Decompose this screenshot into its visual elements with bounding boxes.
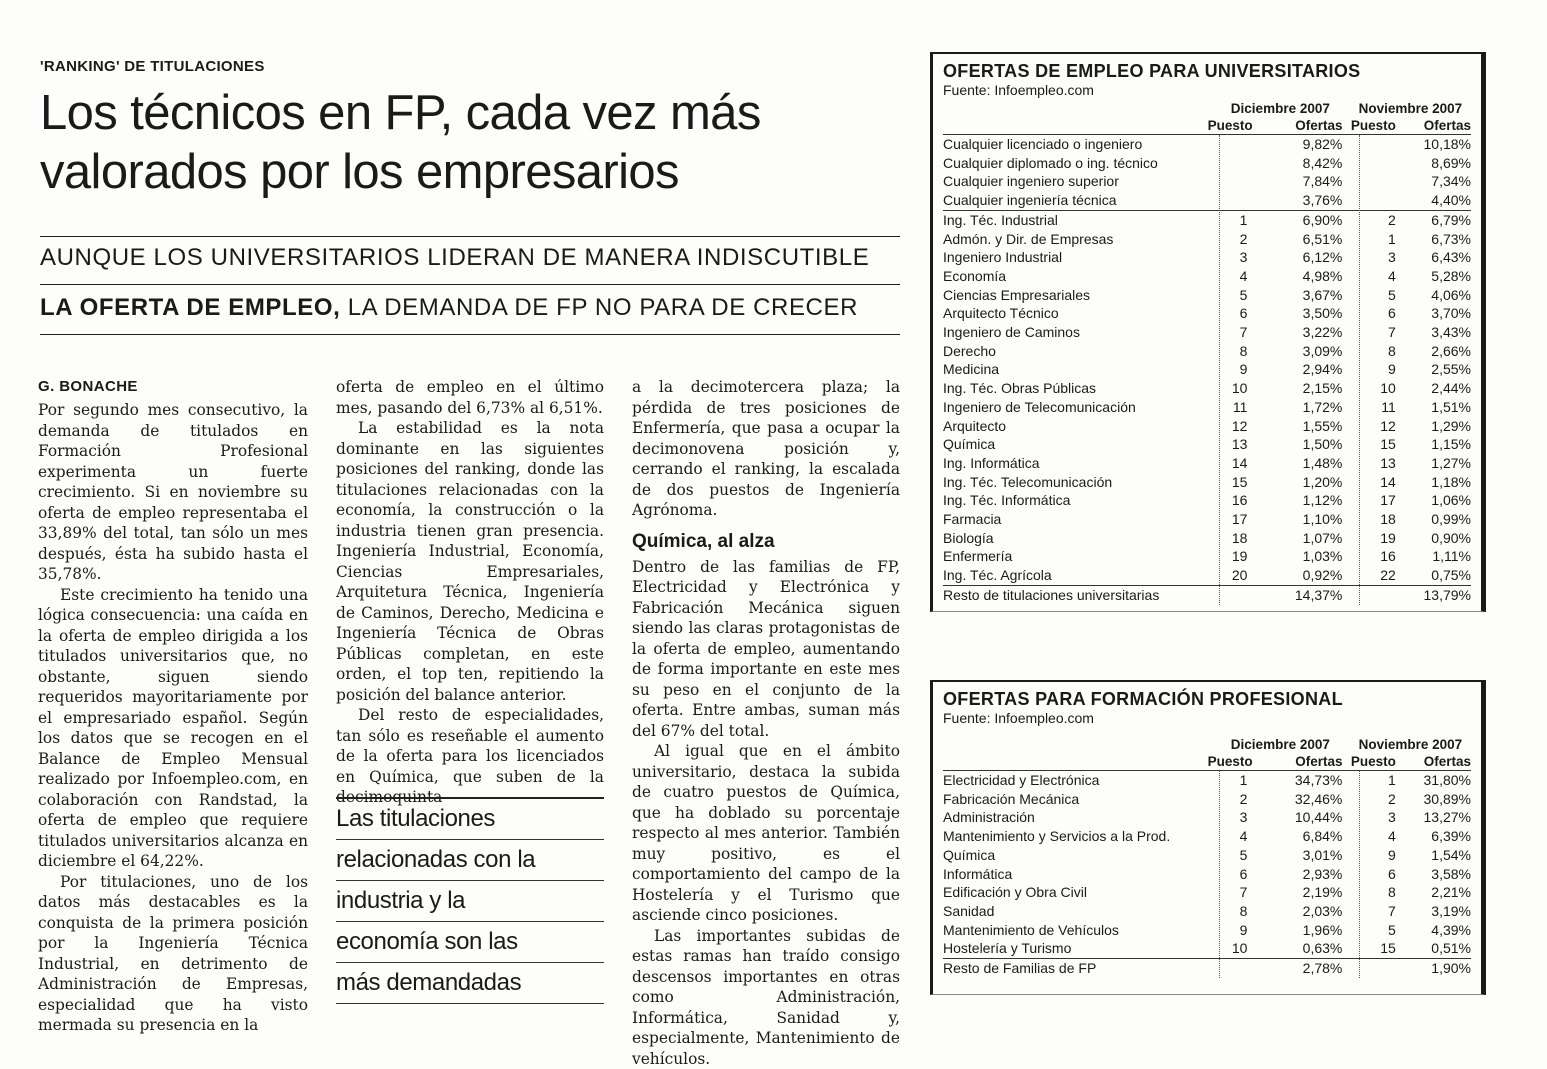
row-dec-position: 2: [1208, 790, 1254, 809]
row-dec-offers: 1,10%: [1253, 510, 1348, 529]
month-nov-header: Noviembre 2007: [1350, 736, 1471, 753]
row-nov-offers: 1,54%: [1402, 846, 1471, 865]
row-nov-offers: 0,90%: [1402, 529, 1471, 548]
row-label: Arquitecto: [943, 417, 1208, 436]
table-row: [943, 398, 1471, 417]
table-row: [943, 248, 1471, 267]
column-divider: [1219, 135, 1220, 605]
row-label: Electricidad y Electrónica: [943, 771, 1208, 790]
row-dec-position: 2: [1208, 230, 1254, 249]
row-nov-position: 3: [1348, 808, 1401, 827]
row-label: Cualquier diplomado o ing. técnico: [943, 154, 1208, 173]
row-dec-position: [1208, 135, 1254, 154]
row-label: Edificación y Obra Civil: [943, 883, 1208, 902]
row-nov-position: [1348, 959, 1401, 978]
row-nov-position: [1348, 135, 1401, 154]
row-dec-offers: 1,55%: [1253, 417, 1348, 436]
section-kicker: 'RANKING' DE TITULACIONES: [40, 58, 265, 75]
row-dec-offers: 0,63%: [1253, 939, 1348, 958]
row-label: Ingeniero Industrial: [943, 248, 1208, 267]
row-dec-position: 6: [1208, 304, 1254, 323]
table-row: [943, 379, 1471, 398]
row-nov-offers: 3,58%: [1402, 865, 1471, 884]
row-dec-position: 1: [1208, 771, 1254, 790]
row-label: Ing. Téc. Informática: [943, 491, 1208, 510]
row-nov-offers: 3,43%: [1402, 323, 1471, 342]
row-nov-offers: 1,27%: [1402, 454, 1471, 473]
row-dec-position: 16: [1208, 491, 1254, 510]
row-dec-offers: 1,50%: [1253, 435, 1348, 454]
row-nov-offers: 31,80%: [1402, 771, 1471, 790]
row-dec-offers: 0,92%: [1253, 566, 1348, 585]
row-dec-offers: 8,42%: [1253, 154, 1348, 173]
row-dec-offers: 2,15%: [1253, 379, 1348, 398]
row-label: Economía: [943, 267, 1208, 286]
row-label: Ciencias Empresariales: [943, 286, 1208, 305]
row-dec-offers: 3,01%: [1253, 846, 1348, 865]
row-nov-position: 22: [1348, 566, 1401, 585]
row-nov-position: 17: [1348, 491, 1401, 510]
row-dec-offers: 10,44%: [1253, 808, 1348, 827]
row-nov-offers: 4,40%: [1402, 191, 1471, 210]
row-nov-offers: 1,51%: [1402, 398, 1471, 417]
row-nov-position: 11: [1348, 398, 1401, 417]
row-dec-position: 9: [1208, 921, 1254, 940]
row-dec-position: 8: [1208, 342, 1254, 361]
table-source: Fuente: Infoempleo.com: [943, 710, 1471, 726]
row-nov-offers: 3,70%: [1402, 304, 1471, 323]
headline-line-2: valorados por los empresarios: [40, 145, 679, 199]
row-nov-offers: 6,73%: [1402, 230, 1471, 249]
table-row: [943, 566, 1471, 585]
row-dec-position: 7: [1208, 883, 1254, 902]
row-dec-offers: 32,46%: [1253, 790, 1348, 809]
subhead-bottom-rule: [40, 334, 900, 335]
subhead-2-bold: LA OFERTA DE EMPLEO,: [40, 294, 340, 321]
paragraph: La estabilidad es la nota dominante en las siguientes posiciones del ranking, donde las titulaciones relacionadas con la economía, la construcción o la industria tienen gran presencia. Ingeniería Industrial, Economía, Ciencias Empresariales, Arquitetura Técnica, Ingeniería de Caminos, Derecho, Medicina e Ingeniería Técnica de Obras Públicas completan, en este orden, el top ten, repitiendo la posición del balance anterior.: [336, 418, 604, 705]
row-label: Informática: [943, 865, 1208, 884]
row-dec-offers: 1,07%: [1253, 529, 1348, 548]
row-dec-position: 13: [1208, 435, 1254, 454]
headline: [40, 84, 900, 202]
table-row: [943, 510, 1471, 529]
table-row: [943, 267, 1471, 286]
puesto-header: Puesto: [1348, 117, 1401, 134]
column-divider: [1219, 771, 1220, 978]
row-label: Sanidad: [943, 902, 1208, 921]
row-dec-offers: 3,50%: [1253, 304, 1348, 323]
row-nov-position: 16: [1348, 547, 1401, 566]
row-nov-offers: 5,28%: [1402, 267, 1471, 286]
row-dec-position: [1208, 586, 1254, 605]
row-dec-position: [1208, 172, 1254, 191]
row-dec-offers: 1,72%: [1253, 398, 1348, 417]
row-dec-offers: 6,84%: [1253, 827, 1348, 846]
table-body: [943, 134, 1471, 605]
month-dec-header: Diciembre 2007: [1211, 736, 1350, 753]
subhead-top-rule: [40, 236, 900, 237]
row-label: Admón. y Dir. de Empresas: [943, 230, 1208, 249]
row-nov-offers: 6,43%: [1402, 248, 1471, 267]
subhead-mid-rule: [40, 284, 900, 285]
table-row: [943, 191, 1471, 210]
article-column-1: [38, 400, 308, 1036]
row-dec-offers: 3,22%: [1253, 323, 1348, 342]
table-row: [943, 585, 1471, 605]
row-nov-offers: 1,29%: [1402, 417, 1471, 436]
row-label: Derecho: [943, 342, 1208, 361]
section-heading: Química, al alza: [632, 531, 900, 553]
article-column-2: [336, 377, 604, 808]
row-label: Química: [943, 435, 1208, 454]
row-dec-position: 6: [1208, 865, 1254, 884]
row-nov-position: 2: [1348, 211, 1401, 230]
table-row: [943, 529, 1471, 548]
table-row: [943, 210, 1471, 230]
row-dec-offers: 34,73%: [1253, 771, 1348, 790]
row-label: Arquitecto Técnico: [943, 304, 1208, 323]
table-row: [943, 771, 1471, 790]
row-dec-position: [1208, 154, 1254, 173]
row-nov-offers: 1,18%: [1402, 473, 1471, 492]
row-nov-position: [1348, 172, 1401, 191]
row-dec-position: 1: [1208, 211, 1254, 230]
table-row: [943, 846, 1471, 865]
row-nov-position: 3: [1348, 248, 1401, 267]
row-nov-position: 15: [1348, 939, 1401, 958]
table-title: OFERTAS PARA FORMACIÓN PROFESIONAL: [943, 688, 1471, 710]
row-dec-offers: 3,09%: [1253, 342, 1348, 361]
row-dec-offers: 2,78%: [1253, 959, 1348, 978]
row-nov-position: [1348, 191, 1401, 210]
subhead-1: AUNQUE LOS UNIVERSITARIOS LIDERAN DE MANERA INDISCUTIBLE: [40, 244, 869, 272]
row-dec-offers: 1,03%: [1253, 547, 1348, 566]
month-dec-header: Diciembre 2007: [1211, 100, 1350, 117]
table-row: [943, 323, 1471, 342]
table-row: [943, 342, 1471, 361]
column-divider: [1359, 771, 1360, 978]
row-dec-offers: 2,94%: [1253, 360, 1348, 379]
row-nov-offers: 10,18%: [1402, 135, 1471, 154]
row-nov-offers: 0,99%: [1402, 510, 1471, 529]
table-month-header: [943, 736, 1471, 753]
row-dec-offers: 3,67%: [1253, 286, 1348, 305]
fp-offers-table: [930, 680, 1486, 995]
row-dec-position: 19: [1208, 547, 1254, 566]
row-label: Ingeniero de Telecomunicación: [943, 398, 1208, 417]
pull-quote-line: más demandadas: [336, 963, 604, 1004]
row-dec-position: 5: [1208, 846, 1254, 865]
row-dec-offers: 2,93%: [1253, 865, 1348, 884]
row-dec-position: 17: [1208, 510, 1254, 529]
row-dec-offers: 6,51%: [1253, 230, 1348, 249]
table-row: [943, 865, 1471, 884]
table-row: [943, 958, 1471, 978]
row-label: Biología: [943, 529, 1208, 548]
row-label: Cualquier ingeniería técnica: [943, 191, 1208, 210]
row-label: Administración: [943, 808, 1208, 827]
row-label: Ing. Téc. Telecomunicación: [943, 473, 1208, 492]
row-dec-position: 10: [1208, 379, 1254, 398]
row-nov-offers: 6,39%: [1402, 827, 1471, 846]
row-label: Química: [943, 846, 1208, 865]
row-label: Cualquier ingeniero superior: [943, 172, 1208, 191]
table-row: [943, 547, 1471, 566]
column-divider: [1359, 135, 1360, 605]
row-dec-position: 3: [1208, 248, 1254, 267]
paragraph: Del resto de especialidades, tan sólo es reseñable el aumento de la oferta para los licenciados en Química, que suben de la decimoquinta: [336, 705, 604, 808]
paragraph: a la decimotercera plaza; la pérdida de tres posiciones de Enfermería, que pasa a ocupar la decimonovena posición y, cerrando el ranking, la escalada de dos puestos de Ingeniería Agrónoma.: [632, 377, 900, 521]
row-dec-position: 18: [1208, 529, 1254, 548]
paragraph: Las importantes subidas de estas ramas han traído consigo descensos importantes en otras como Administración, Informática, Sanidad y, especialmente, Mantenimiento de vehículos.: [632, 926, 900, 1069]
row-nov-position: 4: [1348, 827, 1401, 846]
row-nov-offers: 0,51%: [1402, 939, 1471, 958]
row-nov-offers: 1,90%: [1402, 959, 1471, 978]
table-row: [943, 491, 1471, 510]
pull-quote-line: economía son las: [336, 922, 604, 963]
row-nov-position: 8: [1348, 342, 1401, 361]
row-dec-position: 15: [1208, 473, 1254, 492]
row-dec-position: 5: [1208, 286, 1254, 305]
ofertas-header: Ofertas: [1402, 117, 1471, 134]
byline: G. BONACHE: [38, 378, 138, 395]
row-nov-offers: 13,79%: [1402, 586, 1471, 605]
row-nov-offers: 0,75%: [1402, 566, 1471, 585]
table-row: [943, 154, 1471, 173]
table-row: [943, 230, 1471, 249]
table-row: [943, 286, 1471, 305]
row-dec-offers: 1,12%: [1253, 491, 1348, 510]
row-dec-position: [1208, 191, 1254, 210]
row-nov-offers: 2,44%: [1402, 379, 1471, 398]
row-nov-position: 5: [1348, 286, 1401, 305]
row-label: Resto de titulaciones universitarias: [943, 586, 1208, 605]
table-column-header: [943, 117, 1471, 134]
row-dec-offers: 1,48%: [1253, 454, 1348, 473]
table-row: [943, 417, 1471, 436]
row-nov-position: 13: [1348, 454, 1401, 473]
row-nov-offers: 4,06%: [1402, 286, 1471, 305]
row-dec-position: 20: [1208, 566, 1254, 585]
row-dec-offers: 4,98%: [1253, 267, 1348, 286]
row-dec-position: 11: [1208, 398, 1254, 417]
row-dec-offers: 2,03%: [1253, 902, 1348, 921]
headline-line-1: Los técnicos en FP, cada vez más: [40, 86, 761, 140]
table-row: [943, 304, 1471, 323]
row-dec-offers: 2,19%: [1253, 883, 1348, 902]
row-dec-position: 4: [1208, 827, 1254, 846]
row-label: Farmacia: [943, 510, 1208, 529]
row-dec-position: [1208, 959, 1254, 978]
row-dec-position: 4: [1208, 267, 1254, 286]
row-nov-position: 1: [1348, 771, 1401, 790]
row-nov-position: 8: [1348, 883, 1401, 902]
row-nov-offers: 2,55%: [1402, 360, 1471, 379]
row-nov-position: 12: [1348, 417, 1401, 436]
pull-quote-line: Las titulaciones: [336, 797, 604, 840]
table-row: [943, 902, 1471, 921]
table-body: [943, 770, 1471, 978]
row-label: Ing. Téc. Agrícola: [943, 566, 1208, 585]
row-dec-position: 3: [1208, 808, 1254, 827]
row-nov-position: 2: [1348, 790, 1401, 809]
row-nov-position: 10: [1348, 379, 1401, 398]
row-dec-offers: 1,20%: [1253, 473, 1348, 492]
row-nov-offers: 1,06%: [1402, 491, 1471, 510]
row-dec-position: 12: [1208, 417, 1254, 436]
row-nov-offers: 7,34%: [1402, 172, 1471, 191]
row-dec-offers: 3,76%: [1253, 191, 1348, 210]
month-nov-header: Noviembre 2007: [1350, 100, 1471, 117]
puesto-header: Puesto: [1348, 753, 1401, 770]
row-nov-position: 9: [1348, 360, 1401, 379]
row-nov-position: 9: [1348, 846, 1401, 865]
row-dec-offers: 14,37%: [1253, 586, 1348, 605]
row-nov-position: 1: [1348, 230, 1401, 249]
table-row: [943, 808, 1471, 827]
table-row: [943, 360, 1471, 379]
table-source: Fuente: Infoempleo.com: [943, 82, 1471, 98]
table-row: [943, 435, 1471, 454]
row-nov-offers: 2,66%: [1402, 342, 1471, 361]
table-row: [943, 921, 1471, 940]
paragraph: Por titulaciones, uno de los datos más destacables es la conquista de la primera posición por la Ingeniería Técnica Industrial, en detrimento de Administración de Empresas, especialidad que ha visto mermada su presencia en la: [38, 872, 308, 1036]
table-row: [943, 473, 1471, 492]
row-dec-position: 9: [1208, 360, 1254, 379]
row-nov-position: [1348, 586, 1401, 605]
subhead-2-rest: LA DEMANDA DE FP NO PARA DE CRECER: [340, 294, 858, 321]
row-label: Ingeniero de Caminos: [943, 323, 1208, 342]
table-month-header: [943, 100, 1471, 117]
row-nov-position: 18: [1348, 510, 1401, 529]
row-label: Ing. Téc. Industrial: [943, 211, 1208, 230]
row-dec-offers: 6,90%: [1253, 211, 1348, 230]
ofertas-header: Ofertas: [1254, 117, 1349, 134]
paragraph: Por segundo mes consecutivo, la demanda de titulados en Formación Profesional experimenta un fuerte crecimiento. Si en noviembre su oferta de empleo representaba el 33,89% del total, tan sólo un mes después, ésta ha subido hasta el 35,78%.: [38, 400, 308, 585]
pull-quote: [336, 797, 604, 1004]
table-row: [943, 172, 1471, 191]
row-nov-position: [1348, 154, 1401, 173]
paragraph: Dentro de las familias de FP, Electricidad y Electrónica y Fabricación Mecánica siguen siendo las claras protagonistas de la oferta de empleo, aumentando de forma importante en este mes su peso en el conjunto de la oferta. Entre ambas, suman más del 67% del total.: [632, 557, 900, 742]
row-nov-position: 15: [1348, 435, 1401, 454]
article-column-3: [632, 377, 900, 1069]
row-dec-offers: 6,12%: [1253, 248, 1348, 267]
university-offers-table: [930, 52, 1486, 612]
row-nov-position: 6: [1348, 304, 1401, 323]
row-label: Mantenimiento de Vehículos: [943, 921, 1208, 940]
row-label: Fabricación Mecánica: [943, 790, 1208, 809]
row-label: Ing. Informática: [943, 454, 1208, 473]
row-dec-offers: 9,82%: [1253, 135, 1348, 154]
row-dec-position: 7: [1208, 323, 1254, 342]
paragraph: Al igual que en el ámbito universitario, destaca la subida de cuatro puestos de Química, que ha doblado su porcentaje respecto al mes anterior. También muy positivo, es el comportamiento del campo de la Hostelería y el Turismo que asciende cinco posiciones.: [632, 741, 900, 926]
row-dec-offers: 7,84%: [1253, 172, 1348, 191]
row-label: Hostelería y Turismo: [943, 939, 1208, 958]
row-nov-offers: 2,21%: [1402, 883, 1471, 902]
row-nov-offers: 3,19%: [1402, 902, 1471, 921]
row-nov-offers: 6,79%: [1402, 211, 1471, 230]
row-dec-position: 8: [1208, 902, 1254, 921]
row-nov-position: 7: [1348, 902, 1401, 921]
row-nov-position: 5: [1348, 921, 1401, 940]
row-label: Resto de Familias de FP: [943, 959, 1208, 978]
row-nov-offers: 1,15%: [1402, 435, 1471, 454]
row-dec-position: 10: [1208, 939, 1254, 958]
table-row: [943, 454, 1471, 473]
row-nov-offers: 1,11%: [1402, 547, 1471, 566]
table-row: [943, 883, 1471, 902]
row-label: Enfermería: [943, 547, 1208, 566]
row-dec-position: 14: [1208, 454, 1254, 473]
row-nov-position: 14: [1348, 473, 1401, 492]
row-nov-offers: 4,39%: [1402, 921, 1471, 940]
row-nov-position: 7: [1348, 323, 1401, 342]
row-label: Medicina: [943, 360, 1208, 379]
table-column-header: [943, 753, 1471, 770]
table-title: OFERTAS DE EMPLEO PARA UNIVERSITARIOS: [943, 60, 1471, 82]
row-nov-offers: 13,27%: [1402, 808, 1471, 827]
subhead-2: [40, 294, 858, 322]
puesto-header: Puesto: [1208, 753, 1254, 770]
paragraph: Este crecimiento ha tenido una lógica consecuencia: una caída en la oferta de empleo dirigida a los titulados universitarios que, no obstante, siguen siendo requeridos mayoritariamente por el empresariado español. Según los datos que se recogen en el Balance de Empleo Mensual realizado por Infoempleo.com, en colaboración con Randstad, la oferta de empleo que requiere titulados universitarios alcanza en diciembre el 64,22%.: [38, 585, 308, 872]
table-row: [943, 135, 1471, 154]
table-row: [943, 939, 1471, 958]
row-nov-position: 6: [1348, 865, 1401, 884]
table-row: [943, 790, 1471, 809]
table-row: [943, 827, 1471, 846]
row-label: Mantenimiento y Servicios a la Prod.: [943, 827, 1208, 846]
paragraph: oferta de empleo en el último mes, pasando del 6,73% al 6,51%.: [336, 377, 604, 418]
ofertas-header: Ofertas: [1254, 753, 1349, 770]
ofertas-header: Ofertas: [1402, 753, 1471, 770]
row-nov-offers: 30,89%: [1402, 790, 1471, 809]
row-label: Cualquier licenciado o ingeniero: [943, 135, 1208, 154]
pull-quote-line: industria y la: [336, 881, 604, 922]
row-nov-offers: 8,69%: [1402, 154, 1471, 173]
pull-quote-line: relacionadas con la: [336, 840, 604, 881]
row-label: Ing. Téc. Obras Públicas: [943, 379, 1208, 398]
row-nov-position: 4: [1348, 267, 1401, 286]
row-dec-offers: 1,96%: [1253, 921, 1348, 940]
row-nov-position: 19: [1348, 529, 1401, 548]
puesto-header: Puesto: [1208, 117, 1254, 134]
